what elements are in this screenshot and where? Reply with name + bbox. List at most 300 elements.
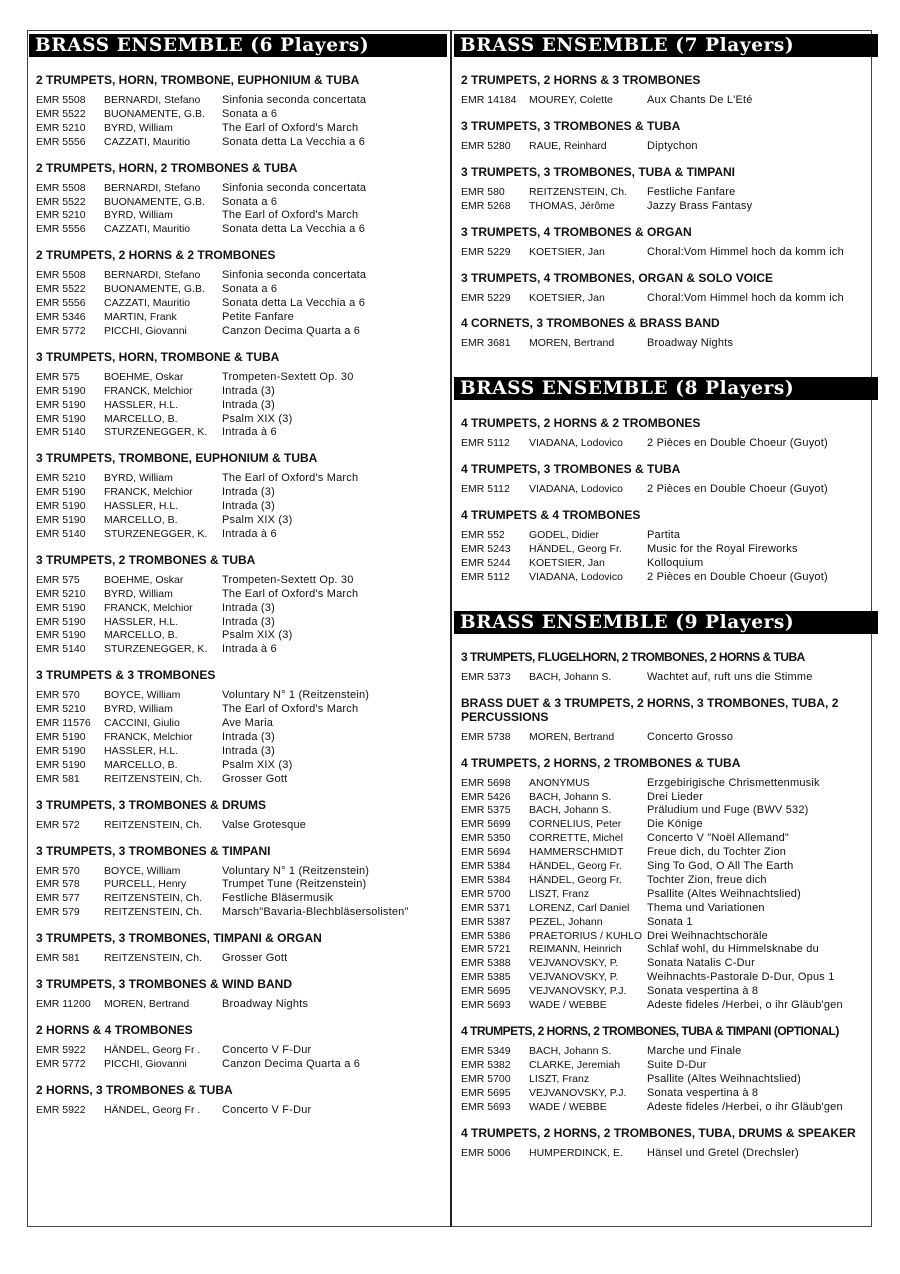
catalog-number: EMR 5508 <box>36 269 86 282</box>
catalog-entry <box>29 703 447 717</box>
work-title: Intrada à 6 <box>222 643 277 656</box>
catalog-number: EMR 5721 <box>461 943 511 956</box>
work-title: Drei Lieder <box>647 790 704 803</box>
work-title: Tochter Zion, freue dich <box>647 873 767 886</box>
instrumentation-group <box>454 756 878 1013</box>
catalog-number: EMR 5112 <box>461 437 510 450</box>
catalog-number: EMR 5426 <box>461 790 511 803</box>
catalog-number: EMR 5522 <box>36 107 86 120</box>
catalog-number: EMR 581 <box>36 772 80 785</box>
catalog-entry <box>29 108 447 122</box>
instrumentation-heading: 4 TRUMPETS, 2 HORNS, 2 TROMBONES, TUBA, DRUMS & SPEAKER <box>461 1125 856 1140</box>
composer-name: FRANCK, Melchior <box>104 486 193 499</box>
work-title: Sonata detta La Vecchia a 6 <box>222 135 366 148</box>
work-title: Concerto Grosso <box>647 730 734 743</box>
composer-name: KOETSIER, Jan <box>529 556 605 569</box>
catalog-number: EMR 5738 <box>461 730 511 743</box>
catalog-number: EMR 11200 <box>36 998 91 1011</box>
catalog-entry <box>29 311 447 325</box>
catalog-number: EMR 5922 <box>36 1043 86 1056</box>
composer-name: HASSLER, H.L. <box>104 615 179 628</box>
work-title: Sonata vespertina à 8 <box>647 985 759 998</box>
catalog-entry <box>454 1101 878 1115</box>
composer-name: HAMMERSCHMIDT <box>529 846 624 859</box>
catalog-number: EMR 5699 <box>461 818 511 831</box>
section-banner: BRASS ENSEMBLE (8 Players) <box>454 377 878 400</box>
section-banner: BRASS ENSEMBLE (9 Players) <box>454 611 878 634</box>
catalog-entry <box>454 140 878 154</box>
catalog-entry <box>29 325 447 339</box>
catalog-entry <box>29 136 447 150</box>
composer-name: BERNARDI, Stefano <box>104 94 201 106</box>
composer-name: LISZT, Franz <box>529 887 590 900</box>
work-title: Drei Weihnachtschoräle <box>647 929 768 942</box>
catalog-number: EMR 5695 <box>461 985 511 998</box>
composer-name: CLARKE, Jeremiah <box>529 1058 621 1071</box>
work-title: Sing To God, O All The Earth <box>647 860 794 873</box>
catalog-entry <box>454 930 878 944</box>
catalog-entry <box>454 943 878 957</box>
catalog-entry <box>29 269 447 283</box>
instrumentation-heading: 2 HORNS & 4 TROMBONES <box>36 1022 193 1037</box>
catalog-number: EMR 5210 <box>36 703 86 716</box>
instrumentation-heading: 4 TRUMPETS, 2 HORNS, 2 TROMBONES, TUBA & TIMPANI (OPTIONAL) <box>461 1024 839 1038</box>
instrumentation-heading: 3 TRUMPETS, 3 TROMBONES & TUBA <box>461 118 681 133</box>
instrumentation-heading: 3 TRUMPETS, 3 TROMBONES & TIMPANI <box>36 843 271 858</box>
work-title: The Earl of Oxford's March <box>222 209 359 222</box>
instrumentation-group <box>29 350 447 441</box>
composer-name: FRANCK, Melchior <box>104 601 193 614</box>
composer-name: HASSLER, H.L. <box>104 500 179 513</box>
instrumentation-group <box>454 271 878 306</box>
composer-name: HÄNDEL, Georg Fr . <box>104 1043 201 1056</box>
catalog-entry <box>454 1073 878 1087</box>
instrumentation-group <box>29 248 447 339</box>
catalog-entry <box>29 865 447 879</box>
catalog-number: EMR 5556 <box>36 135 86 148</box>
catalog-number: EMR 5385 <box>461 971 511 984</box>
work-title: Intrada (3) <box>222 615 275 628</box>
catalog-number: EMR 5210 <box>36 472 86 485</box>
work-title: Marsch"Bavaria-Blechbläsersolisten" <box>222 906 409 919</box>
catalog-number: EMR 5140 <box>36 527 86 540</box>
composer-name: BUONAMENTE, G.B. <box>104 283 205 296</box>
catalog-entry <box>29 629 447 643</box>
work-title: Sonata 1 <box>647 915 693 928</box>
instrumentation-heading: 3 TRUMPETS, 3 TROMBONES, TIMPANI & ORGAN <box>36 931 322 946</box>
composer-name: PICCHI, Giovanni <box>104 1057 187 1070</box>
work-title: Sonata a 6 <box>222 195 278 208</box>
composer-name: BOEHME, Oskar <box>104 573 184 586</box>
work-title: Sonata Natalis C-Dur <box>647 957 755 970</box>
composer-name: REIMANN, Heinrich <box>529 943 622 956</box>
instrumentation-group <box>454 316 878 351</box>
instrumentation-group <box>454 225 878 260</box>
catalog-number: EMR 5349 <box>461 1045 511 1057</box>
instrumentation-group <box>454 1126 878 1161</box>
work-title: Intrada (3) <box>222 500 275 513</box>
work-title: Psalm XIX (3) <box>222 412 293 425</box>
catalog-entry <box>29 602 447 616</box>
work-title: Hänsel und Gretel (Drechsler) <box>647 1146 799 1159</box>
composer-name: BACH, Johann S. <box>529 1045 612 1057</box>
catalog-entry <box>29 745 447 759</box>
instrumentation-group <box>29 451 447 542</box>
catalog-number: EMR 5373 <box>461 670 511 683</box>
catalog-number: EMR 5698 <box>461 776 511 789</box>
catalog-number: EMR 581 <box>36 952 80 965</box>
work-title: Sinfonia seconda concertata <box>222 181 367 194</box>
instrumentation-heading: 3 TRUMPETS, 2 TROMBONES & TUBA <box>36 552 256 567</box>
work-title: Grosser Gott <box>222 952 288 965</box>
catalog-number: EMR 580 <box>461 185 505 198</box>
composer-name: PRAETORIUS / KUHLO <box>529 929 642 942</box>
instrumentation-group <box>29 798 447 833</box>
instrumentation-group <box>454 508 878 585</box>
catalog-entry <box>29 182 447 196</box>
catalog-number: EMR 5140 <box>36 426 86 439</box>
work-title: Sonata detta La Vecchia a 6 <box>222 223 366 236</box>
instrumentation-group <box>29 1083 447 1118</box>
composer-name: GODEL, Didier <box>529 529 600 542</box>
catalog-number: EMR 5140 <box>36 643 86 656</box>
composer-name: CAZZATI, Mauritio <box>104 223 191 236</box>
composer-name: BOEHME, Oskar <box>104 370 184 383</box>
composer-name: KOETSIER, Jan <box>529 291 605 304</box>
catalog-entry <box>454 94 878 108</box>
catalog-number: EMR 5210 <box>36 587 86 600</box>
work-title: Adeste fideles /Herbei, o ihr Gläub'gen <box>647 1100 843 1113</box>
composer-name: MOREN, Bertrand <box>529 337 615 350</box>
catalog-entry <box>29 1104 447 1118</box>
section-banner: BRASS ENSEMBLE (6 Players) <box>29 34 447 57</box>
catalog-number: EMR 5700 <box>461 887 511 900</box>
catalog-number: EMR 5693 <box>461 999 511 1012</box>
catalog-number: EMR 5268 <box>461 199 511 212</box>
work-title: Partita <box>647 529 681 542</box>
catalog-entry <box>454 985 878 999</box>
catalog-number: EMR 5508 <box>36 94 86 106</box>
composer-name: RAUE, Reinhard <box>529 139 607 152</box>
catalog-number: EMR 5694 <box>461 846 511 859</box>
catalog-number: EMR 5210 <box>36 209 86 222</box>
catalog-entry <box>454 483 878 497</box>
composer-name: MARCELLO, B. <box>104 629 178 642</box>
composer-name: BOYCE, William <box>104 689 181 702</box>
catalog-number: EMR 578 <box>36 878 80 891</box>
composer-name: REITZENSTEIN, Ch. <box>104 952 203 965</box>
catalog-entry <box>29 283 447 297</box>
catalog-entry <box>29 371 447 385</box>
composer-name: MARTIN, Frank <box>104 310 177 323</box>
catalog-number: EMR 5772 <box>36 324 86 337</box>
catalog-entry <box>29 472 447 486</box>
catalog-entry <box>454 1147 878 1161</box>
work-title: Canzon Decima Quarta a 6 <box>222 324 361 337</box>
composer-name: BACH, Johann S. <box>529 804 612 817</box>
composer-name: MOUREY, Colette <box>529 94 613 106</box>
work-title: Sonata detta La Vecchia a 6 <box>222 297 366 310</box>
catalog-entry <box>454 246 878 260</box>
instrumentation-heading: 4 TRUMPETS, 2 HORNS, 2 TROMBONES & TUBA <box>461 755 741 770</box>
right-column <box>454 34 878 1186</box>
work-title: Concerto V F-Dur <box>222 1043 312 1056</box>
instrumentation-group <box>29 553 447 657</box>
catalog-entry <box>29 952 447 966</box>
work-title: Wachtet auf, ruft uns die Stimme <box>647 670 813 683</box>
composer-name: ANONYMUS <box>529 776 590 789</box>
work-title: Diptychon <box>647 139 698 152</box>
composer-name: VEJVANOVSKY, P. <box>529 971 619 984</box>
composer-name: FRANCK, Melchior <box>104 384 193 397</box>
catalog-number: EMR 5006 <box>461 1146 511 1159</box>
catalog-number: EMR 5375 <box>461 804 511 817</box>
catalog-entry <box>454 337 878 351</box>
catalog-number: EMR 570 <box>36 864 80 877</box>
catalog-entry <box>454 957 878 971</box>
catalog-entry <box>454 832 878 846</box>
catalog-entry <box>454 999 878 1013</box>
work-title: Canzon Decima Quarta a 6 <box>222 1057 361 1070</box>
catalog-entry <box>29 906 447 920</box>
ensemble-section <box>29 34 447 1118</box>
composer-name: BYRD, William <box>104 703 173 716</box>
catalog-entry <box>454 671 878 685</box>
catalog-entry <box>454 571 878 585</box>
work-title: Trompeten-Sextett Op. 30 <box>222 370 354 383</box>
catalog-number: EMR 5190 <box>36 615 86 628</box>
catalog-entry <box>29 588 447 602</box>
work-title: Sinfonia seconda concertata <box>222 94 367 106</box>
catalog-number: EMR 5190 <box>36 731 86 743</box>
composer-name: VIADANA, Lodovico <box>529 437 623 450</box>
composer-name: MARCELLO, B. <box>104 412 178 425</box>
catalog-entry <box>29 717 447 731</box>
catalog-number: EMR 5190 <box>36 601 86 614</box>
catalog-entry <box>29 297 447 311</box>
catalog-entry <box>454 791 878 805</box>
work-title: Aux Chants De L'Eté <box>647 94 753 106</box>
composer-name: VIADANA, Lodovico <box>529 483 623 496</box>
ensemble-section <box>454 377 878 584</box>
composer-name: HÄNDEL, Georg Fr . <box>104 1103 201 1116</box>
catalog-entry <box>29 94 447 108</box>
instrumentation-group <box>454 416 878 451</box>
composer-name: FRANCK, Melchior <box>104 731 193 743</box>
catalog-entry <box>454 846 878 860</box>
composer-name: BUONAMENTE, G.B. <box>104 107 205 120</box>
instrumentation-heading: 2 TRUMPETS, HORN, 2 TROMBONES & TUBA <box>36 160 298 175</box>
catalog-number: EMR 570 <box>36 689 80 702</box>
work-title: Die Könige <box>647 818 703 831</box>
work-title: 2 Pièces en Double Choeur (Guyot) <box>647 483 828 496</box>
catalog-number: EMR 572 <box>36 818 80 831</box>
composer-name: BERNARDI, Stefano <box>104 269 201 282</box>
catalog-entry <box>29 643 447 657</box>
composer-name: WADE / WEBBE <box>529 1100 607 1113</box>
work-title: Intrada (3) <box>222 398 275 411</box>
composer-name: BYRD, William <box>104 472 173 485</box>
work-title: Concerto V "Noël Allemand" <box>647 832 790 845</box>
catalog-entry <box>454 1087 878 1101</box>
composer-name: HÄNDEL, Georg Fr. <box>529 543 622 556</box>
composer-name: WADE / WEBBE <box>529 999 607 1012</box>
catalog-number: EMR 5190 <box>36 629 86 642</box>
catalog-number: EMR 5190 <box>36 500 86 513</box>
catalog-number: EMR 552 <box>461 529 505 542</box>
composer-name: HÄNDEL, Georg Fr. <box>529 860 622 873</box>
instrumentation-heading: 4 TRUMPETS, 3 TROMBONES & TUBA <box>461 462 681 477</box>
instrumentation-heading: 4 TRUMPETS & 4 TROMBONES <box>461 508 641 523</box>
catalog-number: EMR 5556 <box>36 297 86 310</box>
catalog-entry <box>454 543 878 557</box>
composer-name: VEJVANOVSKY, P. <box>529 957 619 970</box>
composer-name: CAZZATI, Mauritio <box>104 135 191 148</box>
catalog-entry <box>454 902 878 916</box>
composer-name: VEJVANOVSKY, P.J. <box>529 1086 627 1099</box>
catalog-entry <box>454 186 878 200</box>
catalog-entry <box>29 773 447 787</box>
work-title: Festliche Fanfare <box>647 185 736 198</box>
work-title: The Earl of Oxford's March <box>222 703 359 716</box>
instrumentation-heading: 2 TRUMPETS, HORN, TROMBONE, EUPHONIUM & TUBA <box>36 73 360 87</box>
work-title: Voluntary N° 1 (Reitzenstein) <box>222 864 370 877</box>
instrumentation-group <box>454 1024 878 1115</box>
work-title: Intrada (3) <box>222 731 275 743</box>
catalog-entry <box>454 971 878 985</box>
catalog-entry <box>454 437 878 451</box>
work-title: Marche und Finale <box>647 1045 742 1057</box>
composer-name: CACCINI, Giulio <box>104 717 180 730</box>
work-title: Adeste fideles /Herbei, o ihr Gläub'gen <box>647 999 843 1012</box>
work-title: Intrada (3) <box>222 601 275 614</box>
instrumentation-heading: 2 TRUMPETS, 2 HORNS & 2 TROMBONES <box>36 248 276 263</box>
composer-name: STURZENEGGER, K. <box>104 527 208 540</box>
instrumentation-heading: 3 TRUMPETS, 4 TROMBONES, ORGAN & SOLO VOICE <box>461 270 774 285</box>
composer-name: BOYCE, William <box>104 864 181 877</box>
catalog-entry <box>454 916 878 930</box>
catalog-number: EMR 5695 <box>461 1086 511 1099</box>
work-title: 2 Pièces en Double Choeur (Guyot) <box>647 570 828 583</box>
instrumentation-group <box>454 650 878 685</box>
work-title: Trompeten-Sextett Op. 30 <box>222 573 354 586</box>
work-title: Trumpet Tune (Reitzenstein) <box>222 878 367 891</box>
work-title: Sonata vespertina à 8 <box>647 1086 759 1099</box>
catalog-number: EMR 575 <box>36 573 80 586</box>
instrumentation-group <box>29 161 447 238</box>
catalog-number: EMR 5508 <box>36 181 86 194</box>
catalog-number: EMR 3681 <box>461 337 511 350</box>
instrumentation-group <box>29 931 447 966</box>
composer-name: BYRD, William <box>104 121 173 134</box>
catalog-number: EMR 5556 <box>36 223 86 236</box>
composer-name: REITZENSTEIN, Ch. <box>104 818 203 831</box>
composer-name: BYRD, William <box>104 209 173 222</box>
instrumentation-heading: 3 TRUMPETS, 3 TROMBONES & WIND BAND <box>36 977 293 992</box>
work-title: Valse Grotesque <box>222 818 307 831</box>
catalog-number: EMR 5280 <box>461 139 511 152</box>
catalog-number: EMR 5190 <box>36 412 86 425</box>
catalog-number: EMR 5112 <box>461 483 510 496</box>
catalog-number: EMR 5190 <box>36 758 86 771</box>
catalog-number: EMR 5190 <box>36 486 86 499</box>
work-title: Sonata a 6 <box>222 107 278 120</box>
composer-name: THOMAS, Jérôme <box>529 199 615 212</box>
composer-name: REITZENSTEIN, Ch. <box>529 185 628 198</box>
catalog-entry <box>29 819 447 833</box>
catalog-entry <box>454 777 878 791</box>
composer-name: BERNARDI, Stefano <box>104 181 201 194</box>
work-title: Psallite (Altes Weihnachtslied) <box>647 887 801 900</box>
catalog-number: EMR 5229 <box>461 291 511 304</box>
instrumentation-heading: 4 TRUMPETS, 2 HORNS & 2 TROMBONES <box>461 416 701 431</box>
work-title: Choral:Vom Himmel hoch da komm ich <box>647 291 844 304</box>
composer-name: HASSLER, H.L. <box>104 744 179 757</box>
catalog-entry <box>29 892 447 906</box>
composer-name: PEZEL, Johann <box>529 915 603 928</box>
work-title: Intrada à 6 <box>222 527 277 540</box>
catalog-entry <box>29 574 447 588</box>
catalog-number: EMR 577 <box>36 892 80 905</box>
catalog-entry <box>29 528 447 542</box>
catalog-entry <box>29 1044 447 1058</box>
work-title: The Earl of Oxford's March <box>222 121 359 134</box>
ensemble-section <box>454 34 878 351</box>
composer-name: HÄNDEL, Georg Fr. <box>529 873 622 886</box>
work-title: Music for the Royal Fireworks <box>647 543 798 556</box>
catalog-entry <box>29 616 447 630</box>
catalog-number: EMR 5772 <box>36 1057 86 1070</box>
composer-name: MOREN, Bertrand <box>104 998 190 1011</box>
catalog-entry <box>29 223 447 237</box>
composer-name: REITZENSTEIN, Ch. <box>104 906 203 919</box>
instrumentation-group <box>29 1023 447 1072</box>
work-title: Ave Maria <box>222 717 274 730</box>
ensemble-section <box>454 611 878 1161</box>
catalog-entry <box>29 500 447 514</box>
composer-name: BACH, Johann S. <box>529 790 612 803</box>
catalog-entry <box>454 860 878 874</box>
work-title: Broadway Nights <box>647 337 734 350</box>
composer-name: STURZENEGGER, K. <box>104 426 208 439</box>
instrumentation-heading: 3 TRUMPETS, TROMBONE, EUPHONIUM & TUBA <box>36 451 318 466</box>
composer-name: PICCHI, Giovanni <box>104 324 187 337</box>
catalog-number: EMR 5190 <box>36 744 86 757</box>
work-title: Petite Fanfare <box>222 310 294 323</box>
composer-name: CORRETTE, Michel <box>529 832 623 845</box>
work-title: Intrada à 6 <box>222 426 277 439</box>
catalog-number: EMR 5522 <box>36 283 86 296</box>
catalog-entry <box>454 874 878 888</box>
instrumentation-heading: 3 TRUMPETS, 4 TROMBONES & ORGAN <box>461 224 692 239</box>
left-column <box>29 34 447 1144</box>
catalog-entry <box>29 209 447 223</box>
work-title: Psalm XIX (3) <box>222 629 293 642</box>
work-title: Broadway Nights <box>222 998 309 1011</box>
work-title: Sinfonia seconda concertata <box>222 269 367 282</box>
catalog-entry <box>29 399 447 413</box>
composer-name: MARCELLO, B. <box>104 758 178 771</box>
catalog-entry <box>29 385 447 399</box>
work-title: Jazzy Brass Fantasy <box>647 199 753 212</box>
catalog-number: EMR 5522 <box>36 195 86 208</box>
work-title: Psallite (Altes Weihnachtslied) <box>647 1072 801 1085</box>
catalog-number: EMR 5244 <box>461 556 511 569</box>
catalog-entry <box>29 426 447 440</box>
composer-name: VEJVANOVSKY, P.J. <box>529 985 627 998</box>
work-title: Intrada (3) <box>222 384 275 397</box>
work-title: Concerto V F-Dur <box>222 1103 312 1116</box>
